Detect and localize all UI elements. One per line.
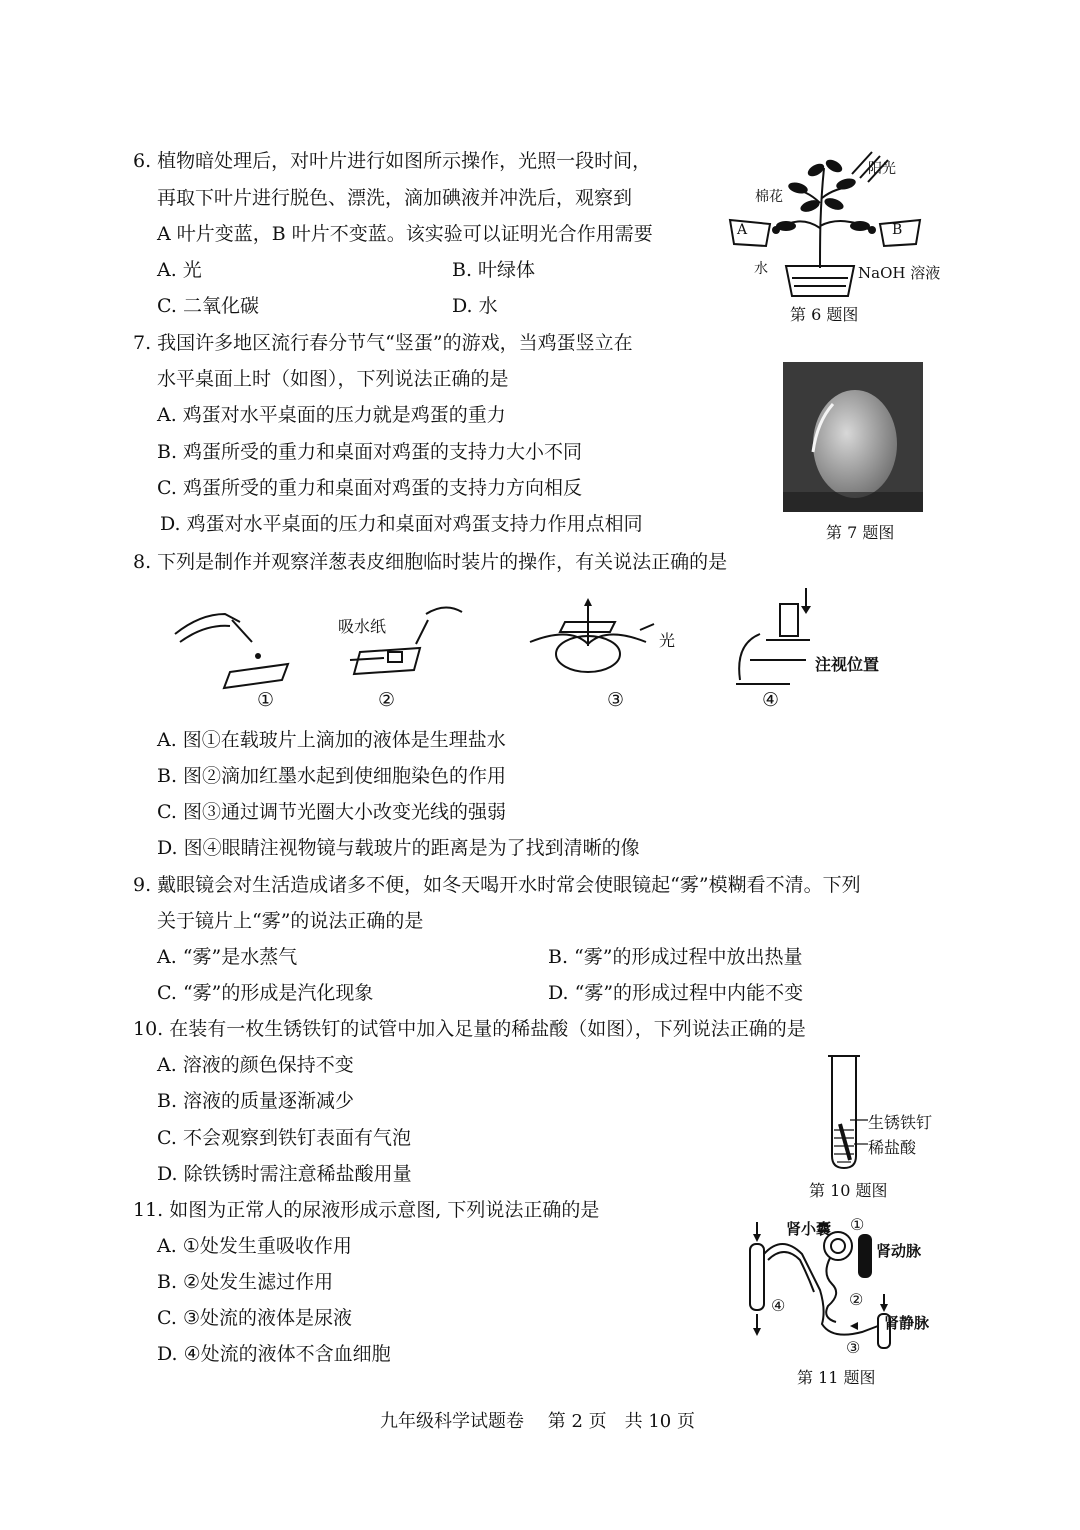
q9-option-b: B. “雾”的形成过程中放出热量 bbox=[548, 946, 803, 968]
q6-stem-line3: A 叶片变蓝，B 叶片不变蓝。该实验可以证明光合作用需要 bbox=[157, 223, 653, 245]
q11-option-a: A. ①处发生重吸收作用 bbox=[157, 1235, 352, 1257]
q6-caption: 第 6 题图 bbox=[790, 305, 859, 324]
q9-stem-line2: 关于镜片上“雾”的说法正确的是 bbox=[157, 910, 424, 932]
q8-option-b: B. 图②滴加红墨水起到使细胞染色的作用 bbox=[157, 765, 507, 787]
q7-option-a: A. 鸡蛋对水平桌面的压力就是鸡蛋的重力 bbox=[157, 404, 506, 426]
q8-procedure-figure bbox=[170, 584, 910, 694]
q10-stem: 10. 在装有一枚生锈铁钉的试管中加入足量的稀盐酸（如图），下列说法正确的是 bbox=[133, 1018, 806, 1040]
q8-fig-number-3: ③ bbox=[607, 689, 625, 711]
q8-gaze-position-label: 注视位置 bbox=[815, 655, 880, 674]
page-footer: 九年级科学试题卷 第 2 页 共 10 页 bbox=[380, 1411, 695, 1432]
q6-leaf-a-label: A bbox=[737, 222, 748, 238]
q6-sunlight-label: 阳光 bbox=[868, 161, 896, 177]
q8-option-a: A. 图①在载玻片上滴加的液体是生理盐水 bbox=[157, 729, 506, 751]
q11-caption: 第 11 题图 bbox=[797, 1368, 876, 1387]
q6-option-d: D. 水 bbox=[452, 295, 498, 317]
q11-point-1: ① bbox=[850, 1215, 865, 1234]
q6-naoh-label: NaOH 溶液 bbox=[858, 264, 941, 282]
q10-option-b: B. 溶液的质量逐渐减少 bbox=[157, 1090, 355, 1112]
q10-nail-label: 生锈铁钉 bbox=[868, 1113, 933, 1132]
q11-point-3: ③ bbox=[846, 1338, 861, 1357]
q11-nephron-figure bbox=[742, 1214, 942, 1364]
q6-option-b: B. 叶绿体 bbox=[452, 259, 536, 281]
q9-option-a: A. “雾”是水蒸气 bbox=[157, 946, 298, 968]
q8-fig-number-2: ② bbox=[378, 689, 396, 711]
q11-point-2: ② bbox=[849, 1290, 864, 1309]
q10-option-d: D. 除铁锈时需注意稀盐酸用量 bbox=[157, 1163, 412, 1185]
q8-option-c: C. 图③通过调节光圈大小改变光线的强弱 bbox=[157, 801, 506, 823]
q7-option-d: D. 鸡蛋对水平桌面的压力和桌面对鸡蛋支持力作用点相同 bbox=[160, 513, 643, 535]
q11-point-4: ④ bbox=[771, 1296, 786, 1315]
q6-cotton-label: 棉花 bbox=[755, 189, 783, 205]
q6-option-c: C. 二氧化碳 bbox=[157, 295, 259, 317]
q11-option-c: C. ③处流的液体是尿液 bbox=[157, 1307, 352, 1329]
q8-fig-number-1: ① bbox=[257, 689, 275, 711]
q9-option-d: D. “雾”的形成过程中内能不变 bbox=[548, 982, 804, 1004]
q7-stem-line1: 7. 我国许多地区流行春分节气“竖蛋”的游戏，当鸡蛋竖立在 bbox=[133, 332, 633, 354]
q11-stem: 11. 如图为正常人的尿液形成示意图, 下列说法正确的是 bbox=[133, 1199, 600, 1221]
q8-option-d: D. 图④眼睛注视物镜与载玻片的距离是为了找到清晰的像 bbox=[157, 837, 640, 859]
q8-stem: 8. 下列是制作并观察洋葱表皮细胞临时装片的操作，有关说法正确的是 bbox=[133, 551, 728, 573]
q8-fig-number-4: ④ bbox=[762, 689, 780, 711]
q11-vein-label: 肾静脉 bbox=[884, 1314, 930, 1332]
q7-option-c: C. 鸡蛋所受的重力和桌面对鸡蛋的支持力方向相反 bbox=[157, 477, 582, 499]
q10-caption: 第 10 题图 bbox=[809, 1181, 888, 1200]
q8-absorbent-paper-label: 吸水纸 bbox=[338, 617, 387, 636]
q6-water-label: 水 bbox=[754, 261, 768, 277]
q7-option-b: B. 鸡蛋所受的重力和桌面对鸡蛋的支持力大小不同 bbox=[157, 441, 583, 463]
q9-option-c: C. “雾”的形成是汽化现象 bbox=[157, 982, 374, 1004]
q11-capsule-label: 肾小囊 bbox=[786, 1220, 832, 1238]
q9-stem-line1: 9. 戴眼镜会对生活造成诸多不便，如冬天喝开水时常会使眼镜起“雾”模糊看不清。下列 bbox=[133, 874, 861, 896]
q11-artery-label: 肾动脉 bbox=[876, 1242, 922, 1260]
q6-stem-line2: 再取下叶片进行脱色、漂洗，滴加碘液并冲洗后，观察到 bbox=[157, 187, 633, 209]
q7-stem-line2: 水平桌面上时（如图），下列说法正确的是 bbox=[157, 368, 509, 390]
q7-caption: 第 7 题图 bbox=[826, 523, 895, 542]
q11-option-d: D. ④处流的液体不含血细胞 bbox=[157, 1343, 391, 1365]
q10-option-c: C. 不会观察到铁钉表面有气泡 bbox=[157, 1127, 411, 1149]
q7-egg-photo bbox=[783, 362, 923, 512]
q6-stem-line1: 6. 植物暗处理后，对叶片进行如图所示操作，光照一段时间， bbox=[133, 150, 652, 172]
q6-option-a: A. 光 bbox=[157, 259, 202, 281]
q10-acid-label: 稀盐酸 bbox=[868, 1138, 917, 1157]
q11-option-b: B. ②处发生滤过作用 bbox=[157, 1271, 334, 1293]
q6-leaf-b-label: B bbox=[892, 222, 903, 238]
q8-light-label: 光 bbox=[659, 631, 676, 650]
q10-option-a: A. 溶液的颜色保持不变 bbox=[157, 1054, 354, 1076]
